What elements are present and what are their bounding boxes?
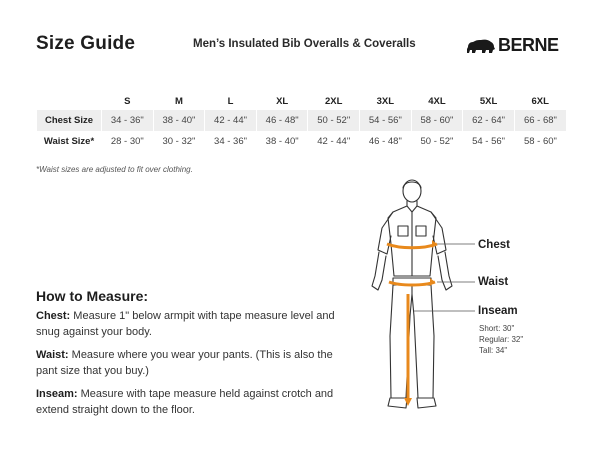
size-col-header: S [124,95,131,107]
inseam-term: Inseam: [36,388,78,400]
table-cell: 58 - 60" [514,131,566,152]
table-cell: 34 - 36" [205,131,257,152]
inseam-instruction [36,387,336,418]
table-cell: 42 - 44" [205,110,257,131]
table-cell: 54 - 56" [360,110,412,131]
chest-instruction [36,309,336,340]
inseam-short: Short: 30" [479,324,515,333]
table-cell: 34 - 36" [102,110,154,131]
size-col-header: L [227,95,234,107]
size-header-row [37,92,567,110]
size-col-header: 5XL [479,95,498,107]
waist-term: Waist: [36,349,69,361]
table-cell: 46 - 48" [256,110,308,131]
size-table [36,92,566,152]
table-cell: 42 - 44" [308,131,360,152]
size-col-header: 3XL [376,95,395,107]
how-to-measure-heading: How to Measure: [36,288,149,304]
inseam-label: Inseam [478,305,518,317]
brand-name: BERNE [498,35,559,55]
size-col-header: XL [276,95,289,107]
inseam-sizes [479,323,523,356]
table-cell: 50 - 52" [308,110,360,131]
inseam-tall: Tall: 34" [479,346,508,355]
inseam-text: Measure with tape measure held against crotch and extend straight down to the floor. [36,388,334,416]
size-col-header: 6XL [531,95,549,107]
waist-instruction [36,348,336,379]
waist-tape [389,278,435,286]
table-cell: 30 - 32" [153,131,205,152]
size-col-header: 4XL [428,95,446,107]
waist-text: Measure where you wear your pants. (This is also the pant size that you buy.) [36,349,333,377]
table-cell: 66 - 68" [514,110,566,131]
table-cell: 46 - 48" [360,131,412,152]
waist-label: Waist [478,276,509,288]
measurement-figure [360,176,480,421]
table-cell: 58 - 60" [411,110,463,131]
product-subtitle: Men’s Insulated Bib Overalls & Coveralls [193,38,416,50]
bear-icon [466,38,496,54]
inseam-regular: Regular: 32" [479,335,524,344]
chest-term: Chest: [36,310,71,322]
size-col-header: 2XL [325,95,343,107]
chest-size-row [37,110,567,131]
row-label: Waist Size* [37,131,102,152]
page-title: Size Guide [36,33,136,54]
table-cell: 50 - 52" [411,131,463,152]
table-cell: 54 - 56" [463,131,515,152]
waist-size-row [37,131,567,152]
chest-text: Measure 1" below armpit with tape measure level and snug against your body. [36,310,335,338]
table-cell: 38 - 40" [256,131,308,152]
table-cell: 62 - 64" [463,110,515,131]
chest-label: Chest [478,239,510,251]
row-label: Chest Size [37,110,102,131]
waist-footnote: *Waist sizes are adjusted to fit over clothing. [36,165,193,174]
size-col-header: M [174,95,183,107]
table-cell: 38 - 40" [153,110,205,131]
table-cell: 28 - 30" [102,131,154,152]
corner-cell [37,92,102,110]
brand-logo [466,35,559,56]
